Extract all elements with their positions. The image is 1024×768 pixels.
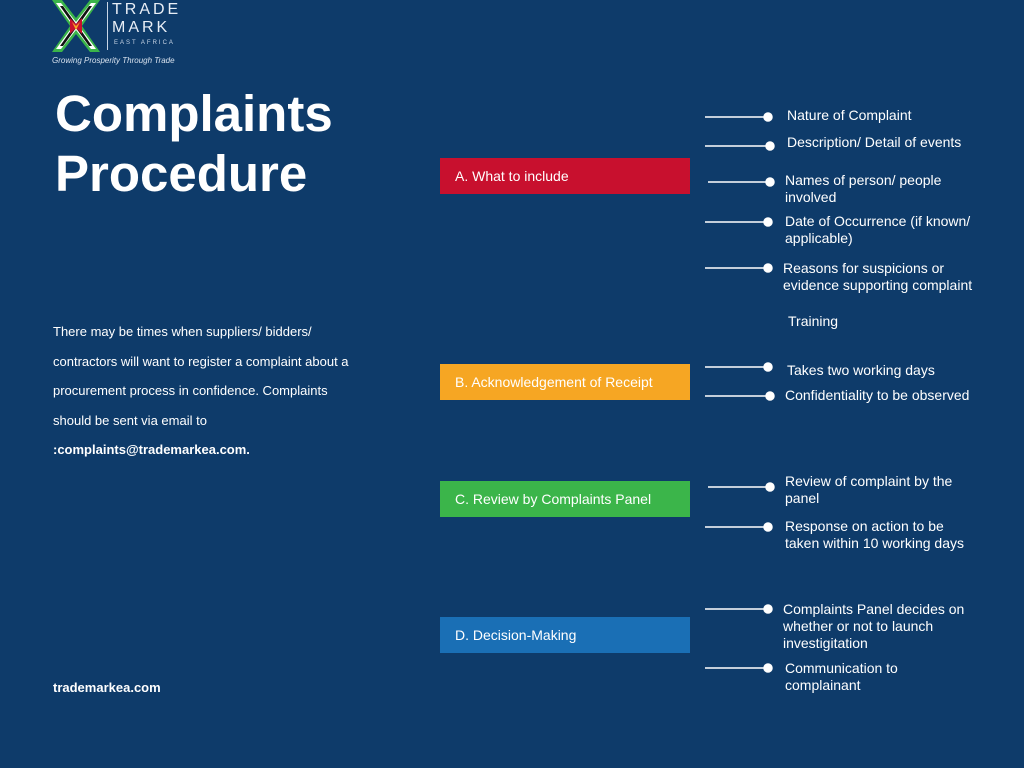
- connector-dot: [766, 483, 774, 491]
- point-communication: Communication to complainant: [785, 660, 898, 693]
- point-names-involved: Names of person/ people involved: [785, 172, 942, 205]
- page-title: Complaints Procedure: [55, 85, 333, 202]
- connector-dot: [764, 363, 772, 371]
- connector-dot: [766, 178, 774, 186]
- connector-dot: [764, 523, 772, 531]
- complaints-email-link[interactable]: :complaints@trademarkea.com.: [53, 442, 250, 457]
- logo-word-mark: MARK: [112, 19, 171, 36]
- point-review-by-panel: Review of complaint by the panel: [785, 473, 953, 506]
- intro-text: There may be times when suppliers/ bidders/ contractors will want to register a complaint about a procurement process in confidence. Complaints should be sent via email to: [53, 324, 349, 428]
- connector-dot: [766, 392, 774, 400]
- connector-dot: [764, 605, 772, 613]
- logo-tagline: Growing Prosperity Through Trade: [52, 56, 175, 65]
- connector-dot: [764, 218, 772, 226]
- point-nature-of-complaint: Nature of Complaint: [787, 107, 912, 123]
- connector-dot: [764, 264, 772, 272]
- stage-box-review: C. Review by Complaints Panel: [440, 481, 690, 517]
- point-reasons-for-suspicion: Reasons for suspicions or evidence supporting complaint: [783, 260, 973, 293]
- point-response-10-days: Response on action to be taken within 10 working days: [785, 518, 964, 551]
- stage-box-what-to-include: A. What to include: [440, 158, 690, 194]
- logo-word-trade: TRADE: [112, 1, 182, 18]
- logo-word-east-africa: EAST AFRICA: [114, 40, 175, 46]
- point-two-working-days: Takes two working days: [787, 362, 935, 378]
- connector-dot: [764, 664, 772, 672]
- connector-dot: [766, 142, 774, 150]
- stage-box-acknowledgement: B. Acknowledgement of Receipt: [440, 364, 690, 400]
- connector-dot: [764, 113, 772, 121]
- point-date-of-occurrence: Date of Occurrence (if known/ applicable): [785, 213, 971, 246]
- point-confidentiality: Confidentiality to be observed: [785, 387, 970, 403]
- point-training: Training: [788, 313, 839, 329]
- point-panel-decides: Complaints Panel decides on whether or not to launch investigitation: [783, 601, 965, 651]
- stage-box-decision-making: D. Decision-Making: [440, 617, 690, 653]
- website-link[interactable]: trademarkea.com: [53, 680, 161, 695]
- point-description: Description/ Detail of events: [787, 134, 962, 150]
